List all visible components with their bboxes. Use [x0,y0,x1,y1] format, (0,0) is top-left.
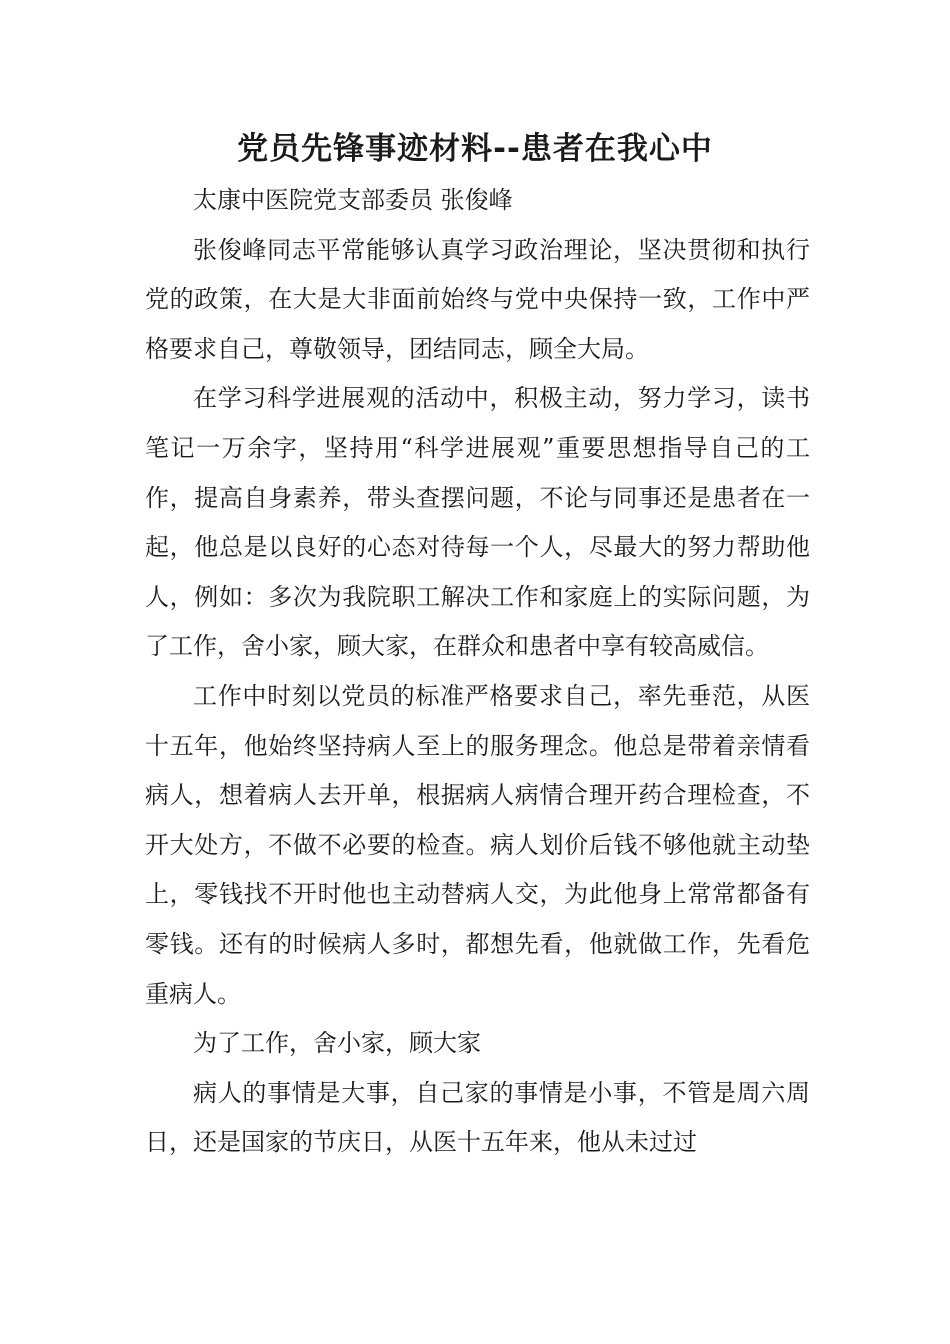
section-heading: 为了工作，舍小家，顾大家 [193,1029,481,1058]
author-line: 太康中医院党支部委员 张俊峰 [193,186,513,214]
document-title: 党员先锋事迹材料--患者在我心中 [237,131,713,167]
paragraph-2: 在学习科学进展观的活动中，积极主动，努力学习，读书笔记一万余字，坚持用“科学进展观”重要思想指导自己的工作，提高自身素养，带头查摆问题，不论与同事还是患者在一起，他总是以良好的心态对待每一个人，尽最大的努力帮助他人，例如：多次为我院职工解决工作和家庭上的实际问题，为了工作，舍小家，顾大家，在群众和患者中享有较高威信。 [145,384,810,661]
paragraph-1: 张俊峰同志平常能够认真学习政治理论，坚决贯彻和执行党的政策，在大是大非面前始终与党中央保持一致，工作中严格要求自己，尊敬领导，团结同志，顾全大局。 [145,235,810,363]
paragraph-3: 工作中时刻以党员的标准严格要求自己，率先垂范，从医十五年，他始终坚持病人至上的服务理念。他总是带着亲情看病人，想着病人去开单，根据病人病情合理开药合理检查，不开大处方，不做不必要的检查。病人划价后钱不够他就主动垫上，零钱找不开时他也主动替病人交，为此他身上常常都备有零钱。还有的时候病人多时，都想先看，他就做工作，先看危重病人。 [145,681,810,1008]
document-body [145,176,810,1168]
paragraph-4: 病人的事情是大事，自己家的事情是小事，不管是周六周日，还是国家的节庆日，从医十五年来，他从未过过 [145,1078,810,1157]
